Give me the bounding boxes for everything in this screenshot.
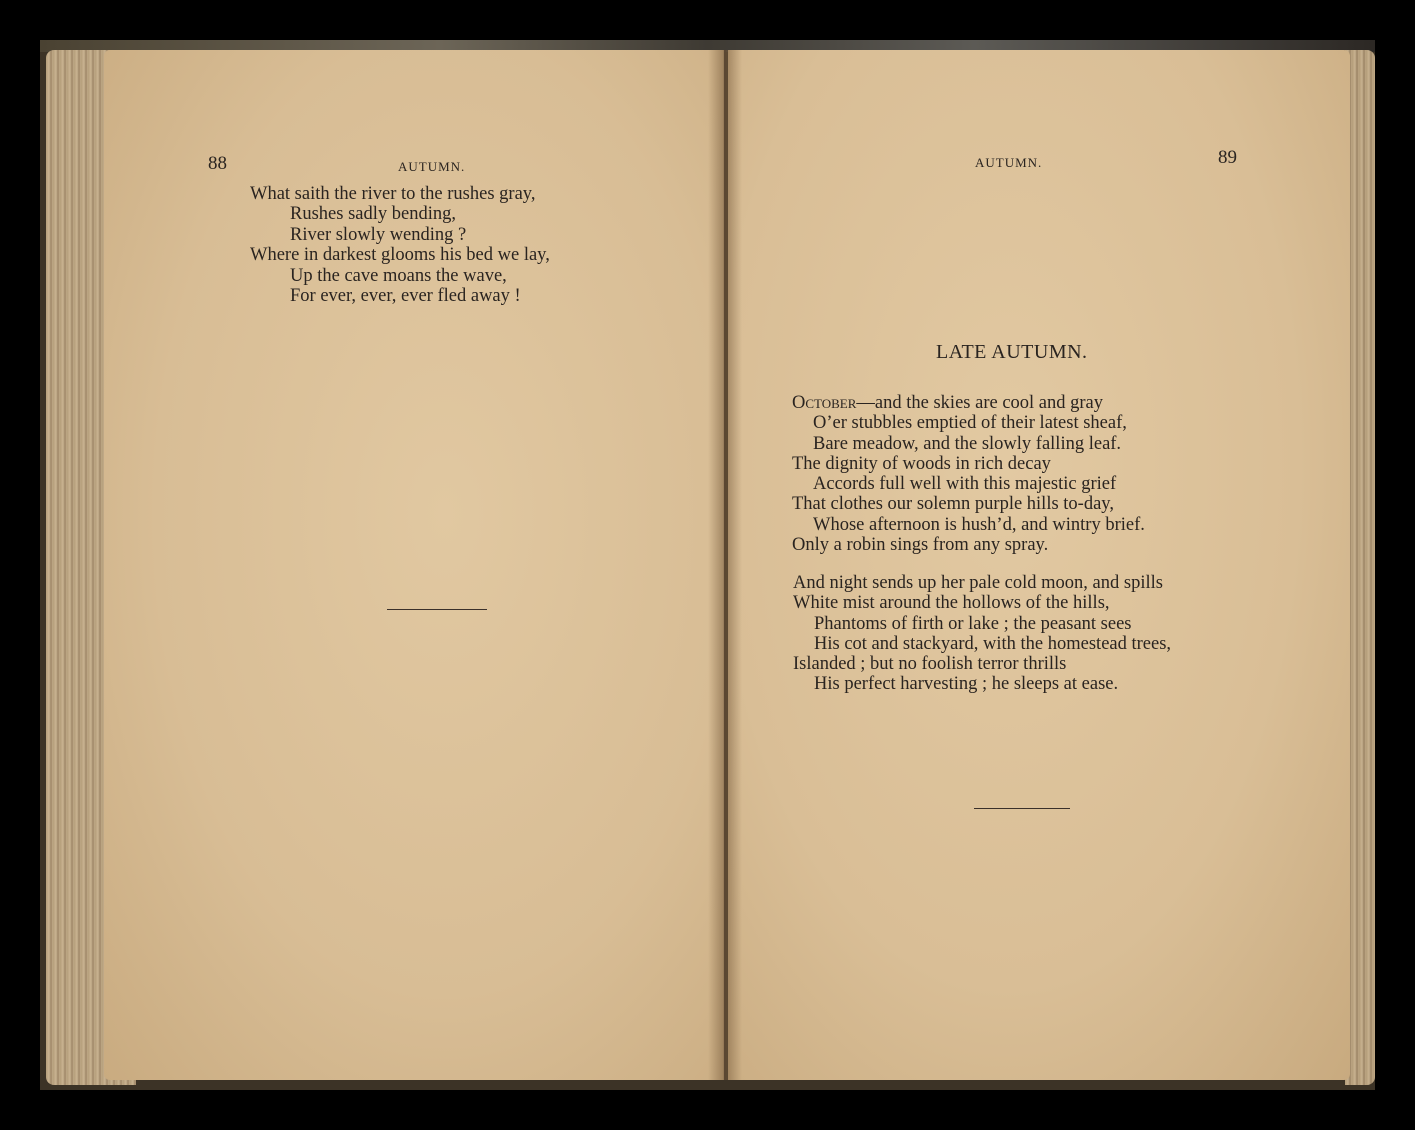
poem-line: O’er stubbles emptied of their latest sheaf, xyxy=(813,413,1127,434)
page-number-left: 88 xyxy=(208,153,227,174)
drop-word: October xyxy=(792,393,857,413)
stanza-one xyxy=(792,393,1145,555)
verse-line: Up the cave moans the wave, xyxy=(290,265,507,286)
running-head-left: AUTUMN. xyxy=(398,159,466,174)
poem-line: White mist around the hollows of the hills, xyxy=(793,593,1110,614)
verse-line: River slowly wending ? xyxy=(290,224,467,245)
poem-line: Only a robin sings from any spray. xyxy=(792,535,1049,556)
poem-line: Islanded ; but no foolish terror thrills xyxy=(793,654,1067,675)
book-photo xyxy=(40,40,1375,1090)
verse-line: Where in darkest glooms his bed we lay, xyxy=(250,245,550,266)
poem-line xyxy=(792,393,1145,413)
poem-title: LATE AUTUMN. xyxy=(936,341,1088,363)
verse-line: Rushes sadly bending, xyxy=(290,204,456,225)
section-divider-left xyxy=(387,609,487,610)
book-gutter xyxy=(708,50,742,1080)
stanza-two xyxy=(793,573,1171,695)
section-divider-right xyxy=(974,808,1070,809)
page-number-right: 89 xyxy=(1218,147,1237,168)
poem-line: Bare meadow, and the slowly falling leaf. xyxy=(813,433,1122,454)
poem-line: His cot and stackyard, with the homestead trees, xyxy=(814,633,1172,654)
poem-line: The dignity of woods in rich decay xyxy=(792,453,1051,474)
verse-block xyxy=(250,184,550,306)
verse-line: For ever, ever, ever fled away ! xyxy=(290,286,521,307)
poem-line: That clothes our solemn purple hills to-day, xyxy=(792,494,1114,515)
poem-line: His perfect harvesting ; he sleeps at ease. xyxy=(814,674,1119,695)
left-page xyxy=(104,50,724,1080)
poem-line: Accords full well with this majestic grief xyxy=(813,474,1117,495)
verse-line: What saith the river to the rushes gray, xyxy=(250,184,536,204)
poem-line: Phantoms of firth or lake ; the peasant sees xyxy=(814,613,1132,634)
right-page xyxy=(728,50,1350,1080)
running-head-right: AUTUMN. xyxy=(975,155,1043,170)
poem-line: And night sends up her pale cold moon, and spills xyxy=(793,573,1163,593)
poem-line: Whose afternoon is hush’d, and wintry brief. xyxy=(813,514,1145,535)
first-line-rest: —and the skies are cool and gray xyxy=(856,393,1104,413)
